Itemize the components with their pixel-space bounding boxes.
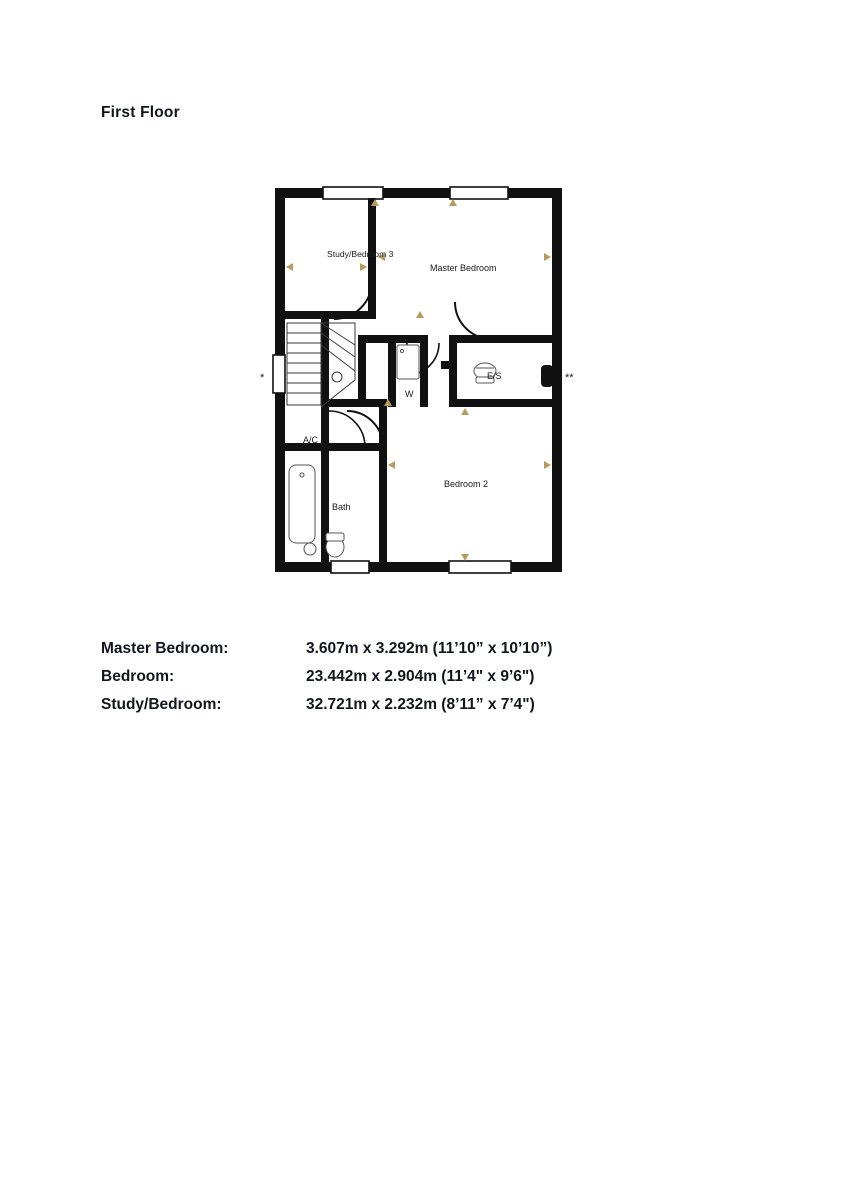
list-item xyxy=(101,668,701,696)
room-dimension-value: 23.442m x 2.904m (11’4" x 9’6") xyxy=(306,668,535,685)
room-dimension-value: 3.607m x 3.292m (11’10” x 10’10”) xyxy=(306,640,553,657)
room-label-airing-cupboard: A/C xyxy=(303,435,319,445)
room-dimension-label: Study/Bedroom: xyxy=(101,696,222,713)
room-label-ensuite: E/S xyxy=(487,371,502,381)
room-label-master-bedroom: Master Bedroom xyxy=(430,263,497,273)
room-dimension-label: Master Bedroom: xyxy=(101,640,229,657)
room-label-bath: Bath xyxy=(332,502,351,512)
room-dimension-label: Bedroom: xyxy=(101,668,175,685)
marker-right: ** xyxy=(565,372,574,384)
room-label-wardrobe: W xyxy=(405,389,414,399)
staircase xyxy=(287,323,355,407)
room-label-study-bedroom-3: Study/Bedroom 3 xyxy=(327,249,394,259)
internal-walls xyxy=(285,198,552,562)
room-label-bedroom-2: Bedroom 2 xyxy=(444,479,489,489)
list-item xyxy=(101,696,701,724)
room-dimension-value: 32.721m x 2.232m (8’11” x 7’4") xyxy=(306,696,535,713)
list-item xyxy=(101,640,701,668)
marker-left: * xyxy=(260,372,265,384)
page-title: First Floor xyxy=(101,104,180,121)
door-nubs xyxy=(541,365,561,387)
floor-plan xyxy=(255,175,595,585)
room-dimensions-list xyxy=(101,640,701,724)
